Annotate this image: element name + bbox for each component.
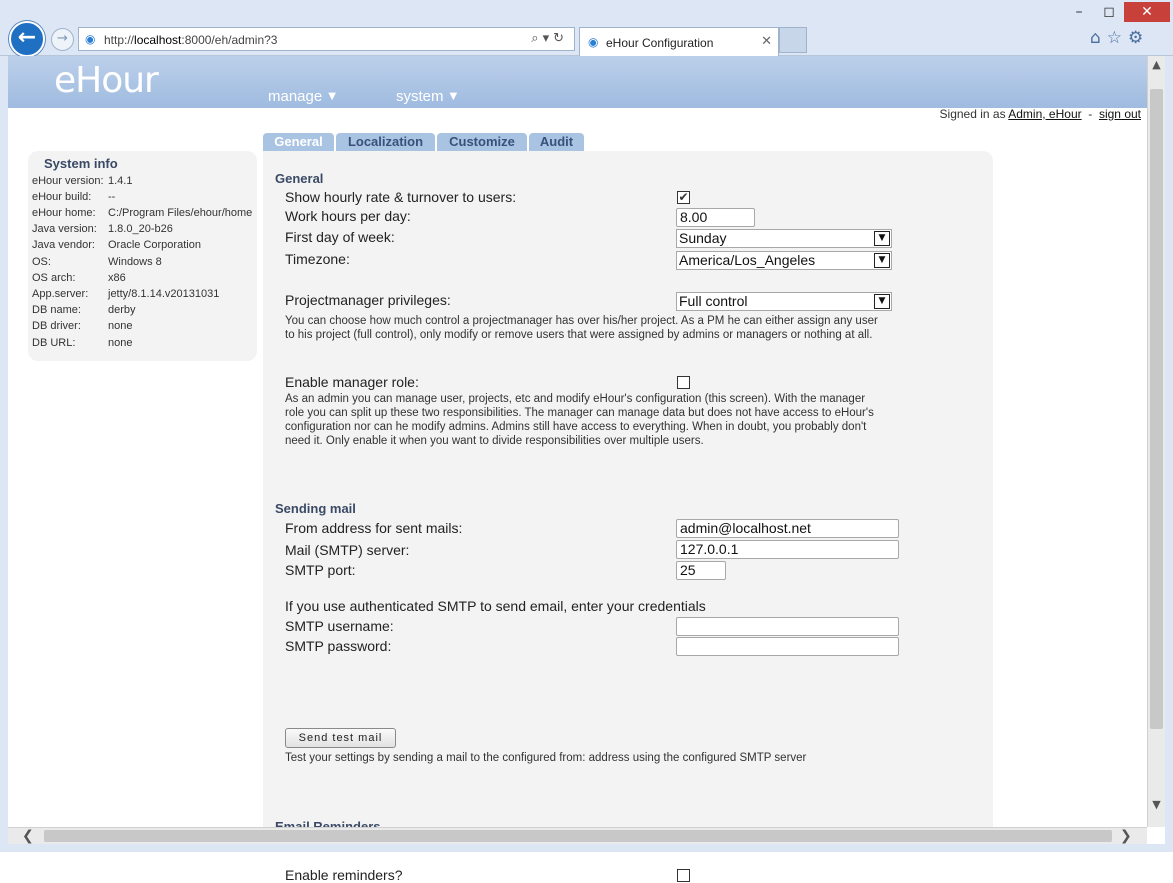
horizontal-scrollbar[interactable] bbox=[8, 827, 1147, 844]
sysinfo-key: eHour version: bbox=[32, 175, 104, 187]
sysinfo-key: App.server: bbox=[32, 288, 89, 300]
smtp-server-label: Mail (SMTP) server: bbox=[285, 542, 410, 558]
sysinfo-key: OS: bbox=[32, 256, 51, 268]
url-prefix: http:// bbox=[104, 33, 135, 47]
horizontal-scroll-thumb[interactable] bbox=[44, 830, 1112, 842]
tab-title: eHour Configuration bbox=[606, 36, 714, 50]
config-panel bbox=[263, 151, 993, 883]
smtp-auth-note: If you use authenticated SMTP to send email, enter your credentials bbox=[285, 598, 706, 614]
timezone-select[interactable] bbox=[676, 251, 892, 270]
tab-customize[interactable]: Customize bbox=[437, 133, 527, 151]
signed-in-info bbox=[940, 107, 1141, 121]
browser-chrome bbox=[0, 0, 1173, 56]
search-icon[interactable]: ⌕ bbox=[531, 31, 543, 46]
general-section-title: General bbox=[275, 171, 324, 186]
maximize-icon[interactable]: ◻ bbox=[1103, 4, 1115, 20]
sign-out-link[interactable]: sign out bbox=[1098, 107, 1141, 121]
show-rate-checkbox[interactable]: ✔ bbox=[678, 190, 689, 204]
smtp-port-input[interactable]: 25 bbox=[676, 561, 726, 580]
home-icon[interactable]: ⌂ bbox=[1090, 28, 1107, 48]
menu-manage-label: manage bbox=[268, 88, 323, 105]
scroll-up-icon[interactable]: ▲ bbox=[1152, 58, 1161, 71]
show-rate-label: Show hourly rate & turnover to users: bbox=[285, 189, 517, 205]
menu-system-label: system bbox=[396, 88, 444, 105]
refresh-icon[interactable]: ↻ bbox=[553, 31, 568, 46]
chevron-down-icon[interactable]: ▼ bbox=[874, 294, 890, 309]
sysinfo-value: derby bbox=[108, 304, 136, 316]
from-address-label: From address for sent mails: bbox=[285, 520, 463, 536]
sysinfo-value: 1.8.0_20-b26 bbox=[108, 223, 173, 235]
address-url[interactable] bbox=[104, 33, 277, 47]
work-hours-input[interactable]: 8.00 bbox=[676, 208, 755, 227]
signed-in-text: Signed in as bbox=[939, 107, 1006, 121]
timezone-label: Timezone: bbox=[285, 251, 350, 267]
sysinfo-value: C:/Program Files/ehour/home bbox=[108, 207, 253, 219]
smtp-username-label: SMTP username: bbox=[285, 618, 394, 634]
pm-privileges-help: You can choose how much control a projectmanager has over his/her project. As a PM he can either assign any user to his project (full control), only modify or remove users that were assigned by admins or managers or nothing at all. bbox=[285, 315, 878, 341]
sysinfo-value: -- bbox=[108, 191, 116, 203]
enable-reminders-label: Enable reminders? bbox=[285, 867, 403, 883]
system-info-panel bbox=[28, 151, 257, 361]
pm-privileges-select[interactable] bbox=[676, 292, 892, 311]
tab-audit[interactable]: Audit bbox=[529, 133, 584, 151]
sysinfo-value: Windows 8 bbox=[108, 256, 162, 268]
smtp-username-input[interactable] bbox=[676, 617, 899, 636]
sysinfo-key: OS arch: bbox=[32, 272, 76, 284]
first-day-label: First day of week: bbox=[285, 229, 395, 245]
window-frame-right bbox=[1165, 56, 1173, 844]
scroll-right-icon[interactable]: ❯ bbox=[1120, 828, 1132, 844]
sysinfo-value: jetty/8.1.14.v20131031 bbox=[108, 288, 220, 300]
menu-system[interactable] bbox=[396, 88, 457, 105]
tab-localization[interactable]: Localization bbox=[336, 133, 435, 151]
pm-privileges-value: Full control bbox=[679, 293, 748, 309]
dropdown-icon[interactable]: ▾ bbox=[542, 31, 554, 46]
favorites-star-icon[interactable]: ☆ bbox=[1106, 28, 1129, 48]
chevron-down-icon[interactable]: ▼ bbox=[874, 253, 890, 268]
back-button[interactable]: ← bbox=[9, 21, 45, 57]
sysinfo-value: Oracle Corporation bbox=[108, 239, 201, 251]
chevron-down-icon: ▼ bbox=[449, 91, 458, 102]
address-bar[interactable] bbox=[78, 27, 575, 51]
browser-toolbar-icons bbox=[1090, 28, 1149, 48]
forward-button[interactable]: → bbox=[51, 28, 74, 51]
user-name-link[interactable]: Admin, eHour bbox=[1008, 107, 1082, 121]
vertical-scrollbar[interactable] bbox=[1147, 56, 1165, 827]
tab-general[interactable]: General bbox=[263, 133, 334, 151]
minimize-icon[interactable]: – bbox=[1075, 4, 1083, 20]
site-favicon-icon: ◉ bbox=[85, 32, 96, 46]
sysinfo-key: DB name: bbox=[32, 304, 81, 316]
scroll-left-icon[interactable]: ❮ bbox=[22, 828, 34, 844]
send-test-help: Test your settings by sending a mail to the configured from: address using the configured SMTP server bbox=[285, 752, 807, 764]
settings-gear-icon[interactable]: ⚙ bbox=[1128, 28, 1150, 48]
url-host: localhost bbox=[134, 33, 182, 47]
sysinfo-value: 1.4.1 bbox=[108, 175, 133, 187]
chevron-down-icon[interactable]: ▼ bbox=[874, 231, 890, 246]
from-address-input[interactable]: admin@localhost.net bbox=[676, 519, 899, 538]
smtp-password-label: SMTP password: bbox=[285, 638, 392, 654]
work-hours-label: Work hours per day: bbox=[285, 208, 411, 224]
ehour-logo[interactable]: eHour bbox=[54, 60, 158, 101]
smtp-password-input[interactable] bbox=[676, 637, 899, 656]
pm-privileges-label: Projectmanager privileges: bbox=[285, 292, 451, 308]
first-day-value: Sunday bbox=[679, 230, 727, 246]
sysinfo-key: eHour home: bbox=[32, 207, 96, 219]
chevron-down-icon: ▼ bbox=[328, 91, 336, 102]
sysinfo-value: none bbox=[108, 320, 133, 332]
send-test-mail-button[interactable]: Send test mail bbox=[285, 728, 396, 748]
sysinfo-key: DB URL: bbox=[32, 337, 76, 349]
menu-manage[interactable] bbox=[268, 88, 336, 105]
smtp-server-input[interactable]: 127.0.0.1 bbox=[676, 540, 899, 559]
sysinfo-key: Java version: bbox=[32, 223, 97, 235]
enable-reminders-checkbox[interactable] bbox=[677, 869, 690, 882]
sysinfo-key: Java vendor: bbox=[32, 239, 95, 251]
mail-section-title: Sending mail bbox=[275, 501, 356, 516]
sysinfo-key: eHour build: bbox=[32, 191, 92, 203]
window-frame-bottom bbox=[0, 844, 1173, 852]
smtp-port-label: SMTP port: bbox=[285, 562, 356, 578]
separator: - bbox=[1088, 107, 1093, 121]
manager-role-label: Enable manager role: bbox=[285, 374, 419, 390]
app-header bbox=[8, 56, 1147, 108]
url-path: :8000/eh/admin?3 bbox=[181, 33, 278, 47]
sysinfo-value: none bbox=[108, 337, 133, 349]
window-frame-left bbox=[0, 56, 8, 844]
system-info-title: System info bbox=[44, 156, 118, 171]
first-day-select[interactable] bbox=[676, 229, 892, 248]
sysinfo-key: DB driver: bbox=[32, 320, 81, 332]
new-tab-button[interactable] bbox=[779, 27, 807, 53]
timezone-value: America/Los_Angeles bbox=[679, 252, 816, 268]
tab-favicon-icon: ◉ bbox=[588, 35, 599, 49]
manager-role-help: As an admin you can manage user, projects, etc and modify eHour's configuration (this screen). With the manager role you can split up these two responsibilities. The manager can manage data but does not have access to eHour's configuration nor can he modify admins. Admins still have access to everything. When in doubt, you probably don't need it. Only enable it when you want to divide responsibilities over multiple users. bbox=[285, 393, 874, 447]
close-icon[interactable]: ✕ bbox=[1124, 2, 1170, 22]
tab-close-icon[interactable]: ✕ bbox=[761, 34, 772, 49]
page-viewport bbox=[8, 56, 1147, 883]
browser-tab[interactable] bbox=[579, 27, 779, 56]
vertical-scroll-thumb[interactable] bbox=[1150, 89, 1163, 729]
manager-role-checkbox[interactable] bbox=[677, 376, 690, 389]
scroll-down-icon[interactable]: ▼ bbox=[1152, 798, 1161, 811]
address-actions[interactable] bbox=[531, 31, 568, 46]
sysinfo-value: x86 bbox=[108, 272, 126, 284]
